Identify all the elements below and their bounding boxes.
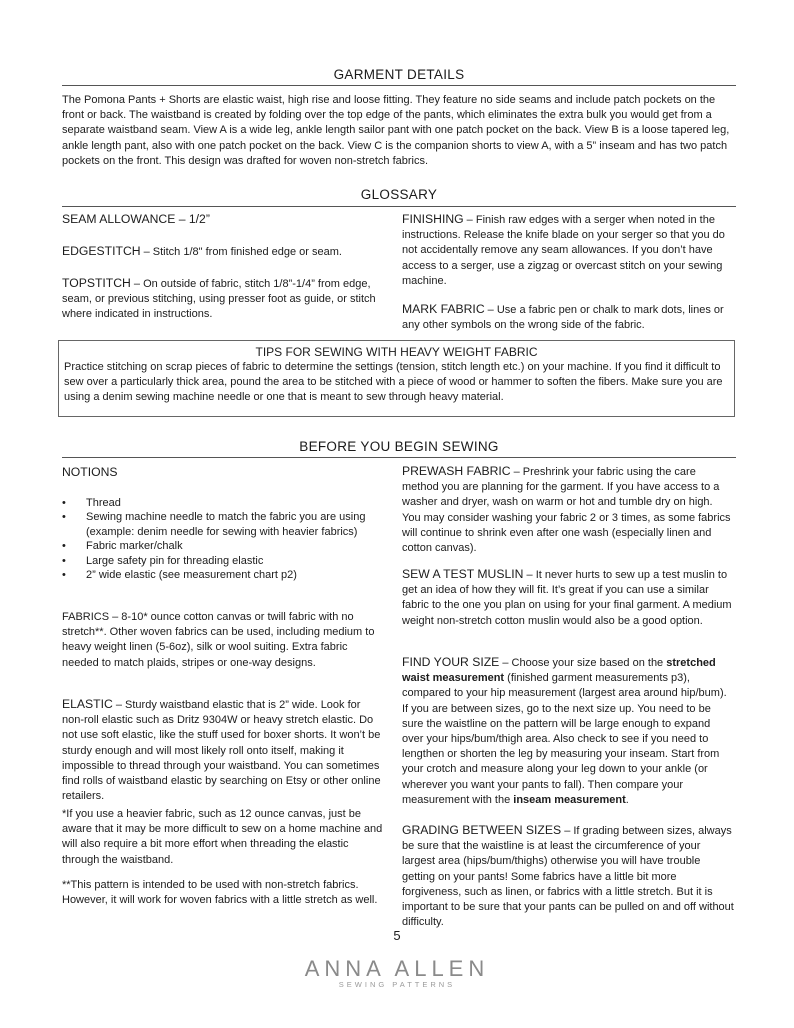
find-size-text-1: – Choose your size based on the (499, 657, 667, 669)
page-number: 5 (393, 928, 401, 943)
stretch-footnote: **This pattern is intended to be used with non-stretch fabrics. However, it will work for woven fabrics with a little stretch as well. (62, 879, 378, 907)
garment-details-body: The Pomona Pants + Shorts are elastic waist, high rise and loose fitting. They feature no side seams and include patch pockets on the front or back. The waistband is created by folding over the top edge of the pants, which eliminates the extra bulk you would get from a separate waistband seam. View A is a wide leg, ankle length sailor pant with one patch pocket on the back. View B is a loose tapered leg, ankle length pant, also with one patch pocket on the back. View C is the companion shorts to view A, with a 5” inseam and has two patch pockets on the front. This design was drafted for woven non-stretch fabrics. (62, 94, 730, 167)
stretched-waist-emphasis: stretched waist measurement (402, 657, 716, 685)
prewash-text: – Preshrink your fabric using the care method you are planning for the garment. If you have access to a washer and dryer, wash on warm or hot and tumble dry on high. You may consider washing your fabric 2 or 3 times, as some fabrics will continue to shrink even after one wash (especially linen and cotton canvas). (402, 466, 731, 555)
bullet-icon: • (62, 569, 66, 582)
list-item (62, 568, 382, 582)
notion-text: Thread (86, 497, 121, 509)
find-size-paragraph (402, 655, 734, 808)
inseam-emphasis: inseam measurement (513, 793, 626, 806)
notion-text: Large safety pin for threading elastic (86, 554, 264, 567)
seam-allowance-term: SEAM ALLOWANCE – 1/2” (62, 212, 210, 226)
elastic-term: ELASTIC (62, 697, 113, 711)
mark-fabric-text: – Use a fabric pen or chalk to mark dots, lines or any other symbols on the wrong side of the fabric. (402, 304, 724, 332)
find-size-text-2: (finished garment measurements p3), compared to your hip measurement (largest area around hip/bum). If you are between sizes, go to the next size up. You need to be sure the waistline on the pattern will be large enough to expand over your hips/bum/thigh area. Also check to see if you need to lengthen or shorten the leg by measuring your inseam. Start from your crotch and measure along your leg down to your ankle (or wherever you want your pants to fall). Then compare your measurement with the (402, 672, 727, 806)
grading-term: GRADING BETWEEN SIZES (402, 823, 562, 837)
garment-details-rule (62, 85, 736, 86)
heavy-fabric-footnote: *If you use a heavier fabric, such as 12 ounce canvas, just be aware that it may be more difficult to sew on a home machine and will also require a bit more effort when threading the elastic through the waistband. (62, 808, 383, 866)
find-size-term: FIND YOUR SIZE (402, 655, 500, 669)
bullet-icon: • (62, 497, 66, 509)
notions-list (62, 496, 382, 582)
finishing-text: – Finish raw edges with a serger when noted in the instructions. Release the knife blade on your serger so that you do not accidentally remove any seam allowances. If you don’t have access to a serger, use a zigzag or overcast stitch on your sewing machine. (402, 214, 725, 287)
muslin-paragraph (402, 567, 734, 629)
glossary-mark-fabric (402, 302, 736, 333)
topstitch-text: – On outside of fabric, stitch 1/8”-1/4” from edge, seam, or previous stitching, using presser foot as guide, or stitch where indicated in instructions. (62, 278, 376, 321)
before-sewing-title: BEFORE YOU BEGIN SEWING (299, 439, 499, 454)
grading-paragraph (402, 823, 734, 930)
glossary-title: GLOSSARY (360, 187, 438, 202)
bullet-icon: • (62, 554, 66, 567)
brand-logo: ANNA ALLEN (304, 956, 490, 981)
notion-text: Fabric marker/chalk (86, 540, 183, 553)
prewash-term: PREWASH FABRIC (402, 464, 511, 478)
list-item (62, 539, 382, 553)
prewash-paragraph (402, 464, 734, 556)
notion-text: 2” wide elastic (see measurement chart p2) (86, 569, 297, 582)
heavy-fabric-tips-box (58, 340, 735, 417)
elastic-paragraph (62, 697, 384, 804)
notions-heading (62, 465, 382, 481)
mark-fabric-term: MARK FABRIC (402, 302, 485, 316)
muslin-text: – It never hurts to sew up a test muslin to get an idea of how they will fit. It’s great if you can use a similar fabric to the one you plan on using for your final garment. A medium weight non-stretch cotton muslin would also be a good option. (402, 569, 732, 627)
glossary-rule (62, 206, 736, 207)
glossary-edgestitch (62, 244, 382, 260)
tips-body: Practice stitching on scrap pieces of fabric to determine the settings (tension, stitch length etc.) on your machine. If you find it difficult to sew over a particularly thick area, pound the area to be stitched with a piece of wood or hammer to soften the fibers. Make sure you are using a denim sewing machine needle or one that is meant to sew through heavy material. (64, 361, 723, 403)
brand-subtitle: SEWING PATTERNS (338, 980, 456, 989)
fabrics-paragraph: FABRICS – 8-10* ounce cotton canvas or twill fabric with no stretch**. Other woven fabrics can be used, including medium to heavy weight linen (5-6oz), silk or wool suiting. Extra fabric needed to match plaids, stripes or one-way designs. (62, 611, 375, 669)
edgestitch-term: EDGESTITCH (62, 244, 141, 258)
tips-title: TIPS FOR SEWING WITH HEAVY WEIGHT FABRIC (255, 345, 538, 359)
grading-text: – If grading between sizes, always be sure that the waistline is at least the circumference of your largest area (hips/bum/thighs) otherwise you will have trouble getting on your pants! Some fabrics have a little bit more forgiveness, such as linen, or fabrics with a little stretch. But it is important to be sure that your pants can be pulled on and off without difficulty. (402, 825, 734, 929)
topstitch-term: TOPSTITCH (62, 276, 131, 290)
glossary-topstitch (62, 276, 388, 323)
elastic-text: – Sturdy waistband elastic that is 2” wide. Look for non-roll elastic such as Dritz 9304W or heavy stretch elastic. Do not use soft elastic, like the stuff used for boxer shorts. It won’t be sturdy enough and will most likely roll onto itself, making it impossible to thread through your waistband. You can sometimes find rolls of waistband elastic by searching on Etsy or other online retailers. (62, 699, 381, 803)
garment-details-title: GARMENT DETAILS (333, 67, 465, 82)
edgestitch-text: – Stitch 1/8" from finished edge or seam. (140, 246, 342, 258)
finishing-term: FINISHING (402, 212, 464, 226)
before-sewing-rule (62, 457, 736, 458)
list-item (62, 554, 382, 568)
bullet-icon: • (62, 511, 66, 524)
find-size-text-3: . (625, 793, 629, 806)
muslin-term: SEW A TEST MUSLIN (402, 567, 524, 581)
list-item (62, 496, 382, 510)
notion-text: Sewing machine needle to match the fabric you are using (example: denim needle for sewing with heavier fabrics) (86, 511, 366, 538)
glossary-seam-allowance (62, 212, 382, 228)
bullet-icon: • (62, 540, 66, 553)
list-item (62, 510, 382, 539)
notions-title: NOTIONS (62, 465, 118, 479)
glossary-finishing (402, 212, 736, 289)
